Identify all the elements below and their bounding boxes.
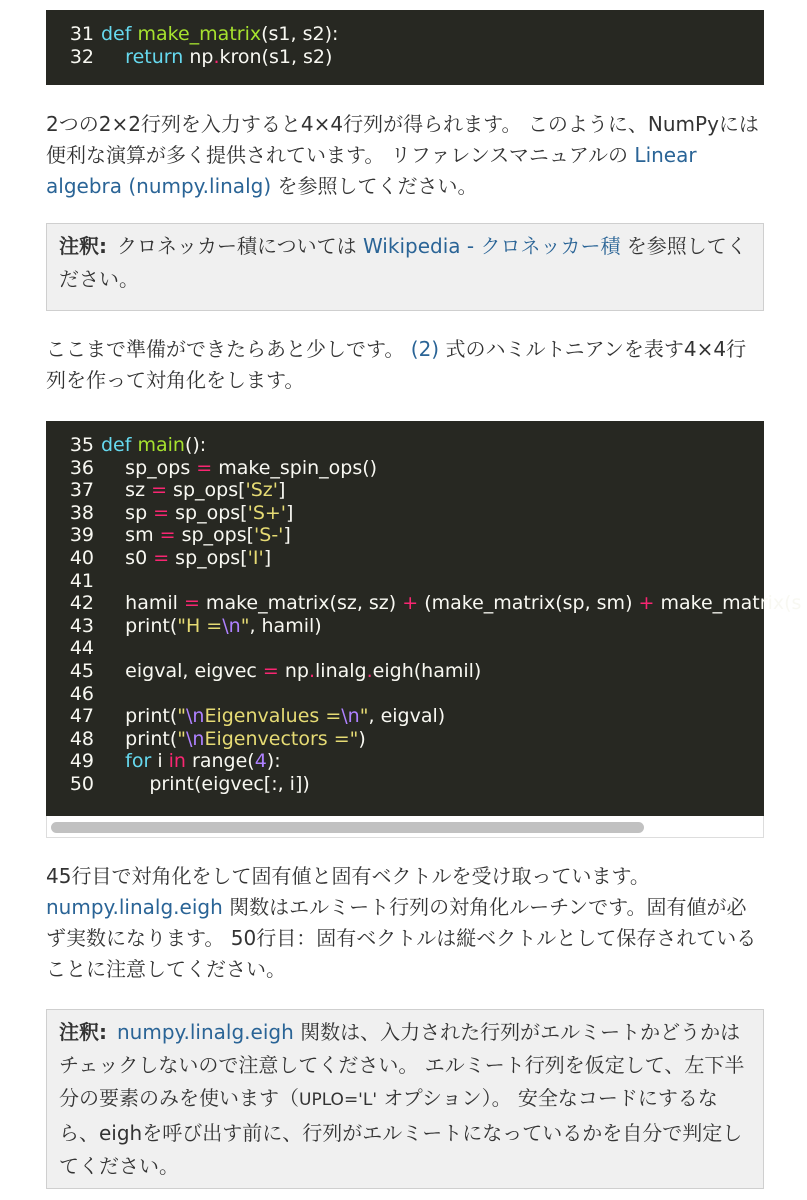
string-literal: Eigenvectors =" <box>204 727 359 750</box>
code-text: sp_ops[ <box>169 546 248 569</box>
code-text: kron(s1, s2) <box>219 45 333 68</box>
code-line <box>46 637 764 660</box>
code-text: sp_ops[ <box>169 501 248 524</box>
escape-sequence: \n <box>222 614 241 637</box>
code-text: np <box>189 45 214 68</box>
eigh-link[interactable]: numpy.linalg.eigh <box>46 895 223 919</box>
paragraph-text: 式のハミルトニアンを表す4×4行列を作って対角化をします。 <box>46 337 747 392</box>
linalg-link[interactable]: Linear algebra (numpy.linalg) <box>46 143 697 198</box>
string-literal: " <box>177 727 186 750</box>
paragraph-text: 関数はエルミート行列の対角化ルーチンです。固有値が必ず実数になります。 50行目：固有ベクトルは縦ベクトルとして保存されていることに注意してください。 <box>46 895 757 981</box>
string-literal: " <box>177 705 186 728</box>
code-text: sp <box>125 501 154 524</box>
keyword: def <box>101 23 132 45</box>
line-number: 48 <box>69 727 94 750</box>
code-text: ): <box>266 750 281 773</box>
code-line <box>46 502 764 525</box>
code-text: i <box>151 750 169 773</box>
inline-code: UPLO='L' <box>299 1090 378 1110</box>
code-text: (): <box>184 434 207 456</box>
line-number: 42 <box>69 592 94 615</box>
code-line <box>46 592 802 615</box>
string-literal: "H = <box>177 614 223 637</box>
operator: = <box>196 456 213 479</box>
keyword: def <box>101 434 132 456</box>
code-text: sz <box>125 479 152 502</box>
note-box-1 <box>46 223 764 311</box>
code-text: ] <box>278 479 286 502</box>
escape-sequence: \n <box>185 727 205 750</box>
string-literal: " <box>240 614 250 637</box>
code-text: range( <box>185 750 255 773</box>
line-number: 35 <box>69 434 94 456</box>
code-line <box>46 728 764 751</box>
code-line <box>46 773 764 796</box>
note-text: を参照してください。 <box>59 234 747 291</box>
paragraph-text: を参照してください。 <box>271 174 478 198</box>
code-line <box>46 547 764 570</box>
code-block-2 <box>46 421 802 816</box>
line-number: 31 <box>69 23 94 45</box>
line-number: 45 <box>69 659 94 682</box>
note-text: オプション）。 安全なコードにするなら、eighを呼び出す前に、行列がエルミートになっているかを自分で判定してください。 <box>59 1086 743 1178</box>
code-text: ) <box>358 727 366 750</box>
line-number: 44 <box>69 637 94 660</box>
escape-sequence: \n <box>341 705 360 728</box>
eigh-note-link[interactable]: numpy.linalg.eigh <box>117 1020 294 1044</box>
line-number: 32 <box>69 45 94 68</box>
operator: = <box>183 592 200 615</box>
line-number: 37 <box>69 479 94 502</box>
function-name: make_matrix <box>137 23 262 45</box>
code-text: make_matrix(s <box>654 592 802 615</box>
code-text: ] <box>286 501 294 524</box>
operator: . <box>366 659 373 682</box>
operator: = <box>151 479 168 502</box>
operator: = <box>262 659 279 682</box>
paragraph-text: ここまで準備ができたらあと少しです。 <box>46 337 411 361</box>
line-number: 36 <box>69 456 94 479</box>
code-line <box>46 434 764 457</box>
operator: = <box>153 546 170 569</box>
code-text: make_matrix(sz, sz) <box>199 592 403 615</box>
string-literal: 'I' <box>247 546 264 569</box>
code-text: s0 <box>125 546 154 569</box>
code-text: , hamil) <box>249 614 322 637</box>
code-text: np <box>278 659 309 682</box>
keyword: for <box>125 750 152 773</box>
code-line <box>46 615 764 638</box>
line-number: 43 <box>69 614 94 637</box>
code-block-1 <box>46 10 764 85</box>
code-text: print(eigvec[:, i]) <box>149 772 310 795</box>
note-text: 関数は、入力された行列がエルミートかどうかはチェックしないので注意してください。 エルミート行列を仮定して、左下半分の要素のみを使います（ <box>59 1020 745 1110</box>
code-text: sp_ops[ <box>175 524 255 547</box>
code-line <box>46 23 764 46</box>
line-number: 39 <box>69 524 94 547</box>
string-literal: 'Sz' <box>245 479 278 502</box>
note-label: 注釈: <box>59 234 107 258</box>
string-literal: Eigenvalues = <box>204 705 342 728</box>
code-line <box>46 457 764 480</box>
code-text: linalg <box>315 659 367 682</box>
code-text: (make_matrix(sp, sm) <box>418 592 639 615</box>
escape-sequence: \n <box>185 705 205 728</box>
line-number: 46 <box>69 682 94 705</box>
code-text: print( <box>125 705 178 728</box>
code-text: print( <box>125 614 178 637</box>
code-text: print( <box>125 727 178 750</box>
code-horizontal-scrollbar[interactable] <box>46 816 764 838</box>
line-number: 41 <box>69 569 94 592</box>
code-line <box>46 570 764 593</box>
operator: = <box>153 501 170 524</box>
operator: + <box>638 592 655 615</box>
function-name: main <box>137 434 185 456</box>
note-box-2 <box>46 1009 764 1189</box>
wikipedia-link[interactable]: Wikipedia - クロネッカー積 <box>362 234 621 258</box>
code-line <box>46 750 764 773</box>
code-line <box>46 479 764 502</box>
code-text: ] <box>263 546 272 569</box>
code-text: sp_ops <box>125 456 197 479</box>
line-number: 50 <box>69 772 94 795</box>
string-literal: " <box>359 705 369 728</box>
code-line <box>46 524 764 547</box>
code-line <box>46 683 764 706</box>
string-literal: 'S-' <box>254 524 284 547</box>
scrollbar-thumb[interactable] <box>51 822 644 833</box>
code-text: eigval, eigvec <box>125 659 263 682</box>
line-number: 49 <box>69 750 94 773</box>
code-text: , eigval) <box>368 705 446 728</box>
operator: = <box>159 524 176 547</box>
code-text: ] <box>283 524 291 547</box>
line-number: 47 <box>69 705 94 728</box>
operator: + <box>402 592 419 615</box>
paragraph-1 <box>46 109 764 202</box>
paragraph-2 <box>46 334 764 396</box>
code-line <box>46 660 764 683</box>
number-literal: 4 <box>254 750 267 773</box>
code-text: sm <box>125 524 160 547</box>
code-text: (s1, s2): <box>261 23 339 45</box>
note-text: クロネッカー積については <box>117 234 363 258</box>
paragraph-text: 45行目で対角化をして固有値と固有ベクトルを受け取っています。 <box>46 864 650 888</box>
operator: . <box>213 45 220 68</box>
line-number: 40 <box>69 546 94 569</box>
string-literal: 'S+' <box>247 501 287 524</box>
code-text: make_spin_ops() <box>212 456 378 479</box>
operator: . <box>308 659 316 682</box>
code-line <box>46 705 764 728</box>
paragraph-text: 2つの2×2行列を入力すると4×4行列が得られます。 このように、NumPyには便利な演算が多く提供されています。 リファレンスマニュアルの <box>46 112 759 167</box>
note-label: 注釈: <box>59 1020 107 1044</box>
code-line <box>46 46 764 69</box>
keyword: in <box>168 750 186 773</box>
line-number: 38 <box>69 501 94 524</box>
equation-link[interactable]: (2) <box>410 337 440 361</box>
paragraph-3 <box>46 861 764 985</box>
code-text: eigh(hamil) <box>372 659 482 682</box>
code-text: hamil <box>125 592 184 615</box>
code-text: sp_ops[ <box>167 479 246 502</box>
keyword: return <box>125 45 184 68</box>
